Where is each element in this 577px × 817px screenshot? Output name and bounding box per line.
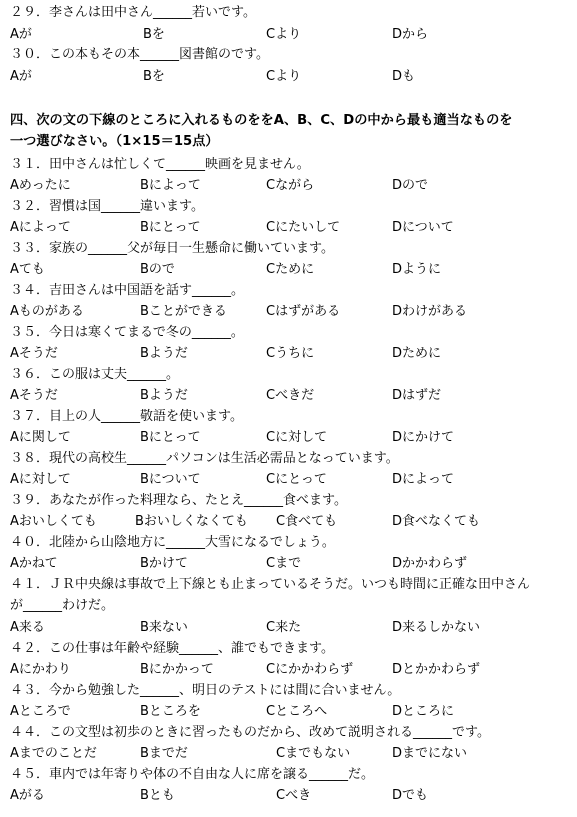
option-b: Bを xyxy=(143,27,165,42)
option-c: Cべきだ xyxy=(266,388,315,403)
question-text: 現代の高校生______パソコンは生活必需品となっています。 xyxy=(49,451,399,466)
question-text: ＪＲ中央線は事故で上下線とも止まっているそうだ。いつも時間に正確な田中さん xyxy=(49,577,531,592)
question-number: ３６． xyxy=(10,367,50,382)
section-heading-line1: 四、次の文の下線のところに入れるものををA、B、C、Dの中から最も適当なものを xyxy=(10,113,513,128)
question-number: ３４． xyxy=(10,283,50,298)
option-c: Cために xyxy=(266,262,315,277)
option-d: Dから xyxy=(392,27,429,42)
option-a: Aものがある xyxy=(10,304,84,319)
option-b: Bによって xyxy=(140,178,201,193)
option-c: Cまで xyxy=(266,556,302,571)
question-41 xyxy=(10,577,530,593)
question-text: 今から勉強した______、明日のテストには間に合いません。 xyxy=(49,683,401,698)
question-text: 田中さんは忙しくて______映画を見ません。 xyxy=(49,157,310,172)
question-number: ３１． xyxy=(10,157,50,172)
option-a: Aまでのことだ xyxy=(10,746,97,761)
option-d: Dまでにない xyxy=(392,746,468,761)
option-a: Aところで xyxy=(10,704,71,719)
option-a: Aおいしくても xyxy=(10,514,97,529)
question-39 xyxy=(10,493,347,509)
question-34 xyxy=(10,283,244,299)
option-b: Bので xyxy=(140,262,175,277)
option-d: Dわけがある xyxy=(392,304,468,319)
option-a: Aそうだ xyxy=(10,346,58,361)
option-b: Bまでだ xyxy=(140,746,188,761)
option-a: Aがる xyxy=(10,788,45,803)
option-d: Dについて xyxy=(392,220,454,235)
option-a: Aによって xyxy=(10,220,71,235)
option-a: Aめったに xyxy=(10,178,71,193)
question-text: この仕事は年齢や経験______、誰でもできます。 xyxy=(49,641,334,656)
option-c: Cべき xyxy=(276,788,312,803)
question-44 xyxy=(10,725,490,741)
option-d: Dはずだ xyxy=(392,388,442,403)
option-b: Bかけて xyxy=(140,556,188,571)
question-text: 家族の______父が毎日一生懸命に働いています。 xyxy=(49,241,334,256)
option-a: A来る xyxy=(10,620,45,635)
question-text: 習慣は国______違います。 xyxy=(49,199,204,214)
question-number: ３３． xyxy=(10,241,50,256)
question-number: ３２． xyxy=(10,199,50,214)
question-35 xyxy=(10,325,244,341)
option-d: Dも xyxy=(392,69,416,84)
question-number: ４２． xyxy=(10,641,50,656)
option-a: Aが xyxy=(10,27,32,42)
option-c: Cより xyxy=(266,69,302,84)
option-b: Bについて xyxy=(140,472,201,487)
option-a: Aに対して xyxy=(10,472,71,487)
option-b: Bようだ xyxy=(140,388,188,403)
option-b: Bにかかって xyxy=(140,662,214,677)
question-number: ４５． xyxy=(10,767,50,782)
option-d: Dによって xyxy=(392,472,455,487)
question-text: 吉田さんは中国語を話す______。 xyxy=(49,283,245,298)
option-c: Cにかかわらず xyxy=(266,662,354,677)
option-d: Dとかかわらず xyxy=(392,662,481,677)
option-b: Bとも xyxy=(140,788,175,803)
question-42 xyxy=(10,641,334,657)
question-number: ３５． xyxy=(10,325,50,340)
question-number: ３８． xyxy=(10,451,50,466)
option-a: Aそうだ xyxy=(10,388,58,403)
option-b: Bおいしくなくても xyxy=(135,514,248,529)
question-40 xyxy=(10,535,335,551)
question-text: 李さんは田中さん______若いです。 xyxy=(49,5,256,20)
option-d: Dために xyxy=(392,346,442,361)
option-d: Dように xyxy=(392,262,442,277)
option-c: Cにとって xyxy=(266,472,327,487)
question-43 xyxy=(10,683,400,699)
option-a: Aにかわり xyxy=(10,662,71,677)
option-c: Cところへ xyxy=(266,704,328,719)
question-38 xyxy=(10,451,399,467)
question-text: この文型は初歩のときに習ったものだから、改めて説明される______です。 xyxy=(49,725,490,740)
question-number: ４０． xyxy=(10,535,50,550)
option-b: Bにとって xyxy=(140,430,201,445)
option-c: Cながら xyxy=(266,178,315,193)
question-37 xyxy=(10,409,243,425)
question-33 xyxy=(10,241,334,257)
option-c: C来た xyxy=(266,620,302,635)
question-32 xyxy=(10,199,204,215)
option-c: Cに対して xyxy=(266,430,328,445)
question-number: ３７． xyxy=(10,409,50,424)
option-d: Dので xyxy=(392,178,429,193)
question-number: ４３． xyxy=(10,683,50,698)
question-number: ２９． xyxy=(10,5,50,20)
option-d: D食べなくても xyxy=(392,514,481,529)
option-d: Dところに xyxy=(392,704,455,719)
option-c: Cにたいして xyxy=(266,220,341,235)
option-c: Cまでもない xyxy=(276,746,351,761)
option-b: Bことができる xyxy=(140,304,227,319)
question-text: この本もその本______図書館のです。 xyxy=(49,47,269,62)
option-a: Aても xyxy=(10,262,45,277)
question-31 xyxy=(10,157,310,173)
option-d: D来るしかない xyxy=(392,620,481,635)
question-45 xyxy=(10,767,374,783)
option-a: Aかねて xyxy=(10,556,58,571)
option-b: Bを xyxy=(143,69,165,84)
question-30 xyxy=(10,47,269,63)
question-number: ４１． xyxy=(10,577,50,592)
option-a: Aが xyxy=(10,69,32,84)
question-41-continuation: が______わけだ。 xyxy=(10,598,115,613)
option-c: Cはずがある xyxy=(266,304,341,319)
question-text: この服は丈夫______。 xyxy=(49,367,180,382)
option-b: B来ない xyxy=(140,620,188,635)
option-c: C食べても xyxy=(276,514,338,529)
question-number: ３９． xyxy=(10,493,50,508)
option-c: Cうちに xyxy=(266,346,315,361)
option-d: Dでも xyxy=(392,788,429,803)
question-36 xyxy=(10,367,179,383)
question-number: ４４． xyxy=(10,725,50,740)
option-c: Cより xyxy=(266,27,302,42)
question-text: あなたが作った料理なら、たとえ______食べます。 xyxy=(49,493,347,508)
question-text: 今日は寒くてまるで冬の______。 xyxy=(49,325,244,340)
section-heading-line2: 一つ選びなさい。（1×15＝15点） xyxy=(10,134,219,149)
option-b: Bようだ xyxy=(140,346,188,361)
option-d: Dにかけて xyxy=(392,430,455,445)
option-b: Bにとって xyxy=(140,220,201,235)
option-a: Aに関して xyxy=(10,430,71,445)
question-text: 車内では年寄りや体の不自由な人に席を譲る______だ。 xyxy=(49,767,375,782)
option-b: Bところを xyxy=(140,704,201,719)
question-text: 北陸から山陰地方に______大雪になるでしょう。 xyxy=(49,535,335,550)
question-text: 目上の人______敬語を使います。 xyxy=(49,409,243,424)
question-29 xyxy=(10,5,256,21)
option-d: Dかかわらず xyxy=(392,556,468,571)
question-number: ３０． xyxy=(10,47,50,62)
